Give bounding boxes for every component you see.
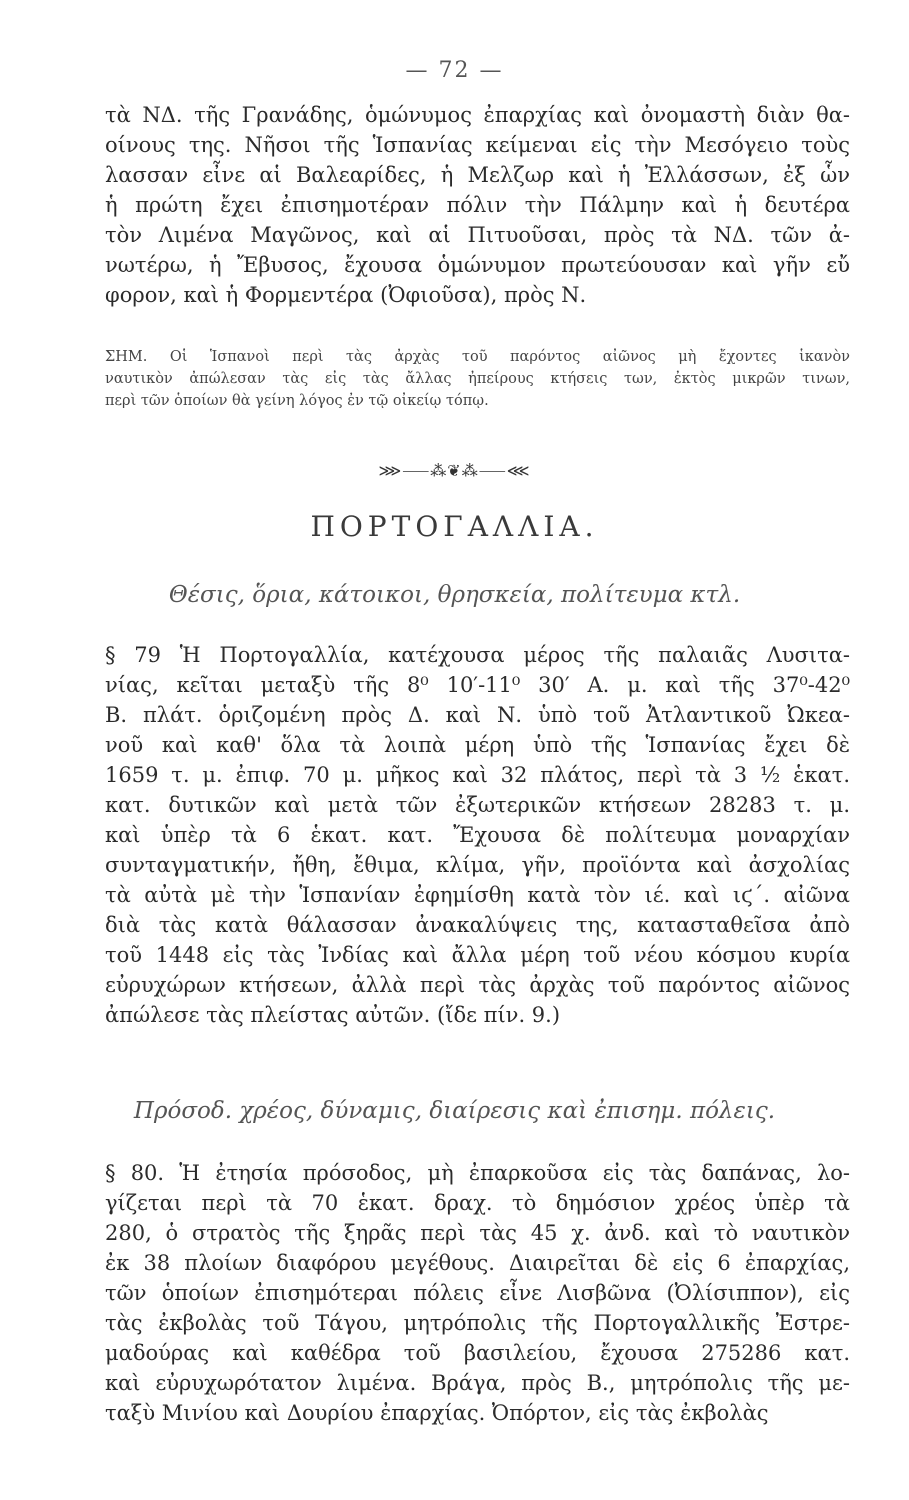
text-line: τὰ αὐτὰ μὲ τὴν Ἱσπανίαν ἐφημίσθη κατὰ τὸν ιέ. καὶ ιϛ΄. αἰῶνα (105, 883, 850, 907)
paragraph-80 (105, 1158, 850, 1428)
text-line: 280, ὁ στρατὸς τῆς ξηρᾶς περὶ τὰς 45 χ. ἀνδ. καὶ τὸ ναυτικὸν (105, 1221, 850, 1245)
note-line: περὶ τῶν ὁποίων θὰ γείνη λόγος ἐν τῷ οἰκείῳ τόπῳ. (105, 393, 489, 409)
text-line: § 79 Ἡ Πορτογαλλία, κατέχουσα μέρος τῆς παλαιᾶς Λυσιτα- (105, 643, 850, 667)
footnote (105, 346, 850, 412)
text-line: συνταγματικήν, ἤθη, ἔθιμα, κλίμα, γῆν, προϊόντα καὶ ἀσχολίας (105, 853, 850, 877)
text-line: οίνους της. Νῆσοι τῆς Ἱσπανίας κείμεναι εἰς τὴν Μεσόγειο τοὺς (105, 133, 850, 157)
text-line: καὶ ὑπὲρ τὰ 6 ἑκατ. κατ. Ἔχουσα δὲ πολίτευμα μοναρχίαν (105, 823, 850, 847)
text-line: τῶν ὁποίων ἐπισημότεραι πόλεις εἶνε Λισβῶνα (Ὀλίσιππον), εἰς (105, 1281, 850, 1305)
page-number: — 72 — (405, 58, 504, 83)
text-line: γίζεται περὶ τὰ 70 ἑκατ. δραχ. τὸ δημόσιον χρέος ὑπὲρ τὰ (105, 1191, 850, 1215)
text-line: § 80. Ἡ ἐτησία πρόσοδος, μὴ ἐπαρκοῦσα εἰς τὰς δαπάνας, λο- (105, 1161, 850, 1185)
text-line: Β. πλάτ. ὁριζομένη πρὸς Δ. καὶ Ν. ὑπὸ τοῦ Ἀτλαντικοῦ Ὠκεα- (105, 703, 850, 727)
text-line: νοῦ καὶ καθ' ὅλα τὰ λοιπὰ μέρη ὑπὸ τῆς Ἱσπανίας ἔχει δὲ (105, 733, 850, 757)
text-line: ἐκ 38 πλοίων διαφόρου μεγέθους. Διαιρεῖται δὲ εἰς 6 ἐπαρχίας, (105, 1251, 850, 1275)
text-line: 1659 τ. μ. ἐπιφ. 70 μ. μῆκος καὶ 32 πλάτος, περὶ τὰ 3 ½ ἑκατ. (105, 763, 850, 787)
text-line: διὰ τὰς κατὰ θάλασσαν ἀνακαλύψεις της, κατασταθεῖσα ἀπὸ (105, 913, 850, 937)
decorative-ornament: ⋙⸺⁂❦⁂⸺⋘ (378, 461, 531, 480)
text-line: κατ. δυτικῶν καὶ μετὰ τῶν ἐξωτερικῶν κτήσεων 28283 τ. μ. (105, 793, 850, 817)
text-line: ἡ πρώτη ἔχει ἐπισημοτέραν πόλιν τὴν Πάλμην καὶ ἡ δευτέρα (105, 193, 850, 217)
paragraph-79 (105, 640, 850, 1030)
text-line: τὰ ΝΔ. τῆς Γρανάδης, ὁμώνυμος ἐπαρχίας καὶ ὀνομαστὴ διὰν θα- (105, 103, 850, 127)
text-line: φορον, καὶ ἡ Φορμεντέρα (Ὀφιοῦσα), πρὸς Ν. (105, 283, 587, 307)
intro-paragraph (105, 100, 850, 310)
section-subtitle: Θέσις, ὅρια, κάτοικοι, θρησκεία, πολίτευμα κτλ. (168, 582, 741, 608)
text-line: τοῦ 1448 εἰς τὰς Ἰνδίας καὶ ἄλλα μέρη τοῦ νέου κόσμου κυρία (105, 943, 850, 967)
note-line: ΣΗΜ. Οἱ Ἱσπανοὶ περὶ τὰς ἀρχὰς τοῦ παρόντος αἰῶνος μὴ ἔχοντες ἱκανὸν (105, 349, 850, 365)
subsection-title: Πρόσοδ. χρέος, δύναμις, διαίρεσις καὶ ἐπισημ. πόλεις. (133, 1098, 776, 1124)
text-line: ταξὺ Μινίου καὶ Δουρίου ἐπαρχίας. Ὀπόρτον, εἰς τὰς ἐκβολὰς (105, 1401, 769, 1425)
text-line: τὰς ἐκβολὰς τοῦ Τάγου, μητρόπολις τῆς Πορτογαλλικῆς Ἐστρε- (105, 1311, 850, 1335)
text-line: ἀπώλεσε τὰς πλείστας αὐτῶν. (ἴδε πίν. 9.) (105, 1003, 561, 1027)
text-line: νίας, κεῖται μεταξὺ τῆς 8⁰ 10′-11⁰ 30′ Α. μ. καὶ τῆς 37⁰-42⁰ (105, 673, 850, 697)
text-line: νωτέρω, ἡ Ἔβυσος, ἔχουσα ὁμώνυμον πρωτεύουσαν καὶ γῆν εὔ (105, 253, 850, 277)
text-line: τὸν Λιμένα Μαγῶνος, καὶ αἱ Πιτυοῦσαι, πρὸς τὰ ΝΔ. τῶν ἀ- (105, 223, 850, 247)
section-title: ΠΟΡΤΟΓΑΛΛΙΑ. (310, 510, 599, 543)
text-line: καὶ εὐρυχωρότατον λιμένα. Βράγα, πρὸς Β., μητρόπολις τῆς με- (105, 1371, 850, 1395)
text-line: εὐρυχώρων κτήσεων, ἀλλὰ περὶ τὰς ἀρχὰς τοῦ παρόντος αἰῶνος (105, 973, 850, 997)
text-line: λασσαν εἶνε αἱ Βαλεαρίδες, ἡ Μελζωρ καὶ ἡ Ἐλλάσσων, ἐξ ὧν (105, 163, 850, 187)
note-line: ναυτικὸν ἀπώλεσαν τὰς εἰς τὰς ἄλλας ἠπείρους κτήσεις των, ἐκτὸς μικρῶν τινων, (105, 371, 850, 387)
text-line: μαδούρας καὶ καθέδρα τοῦ βασιλείου, ἔχουσα 275286 κατ. (105, 1341, 850, 1365)
